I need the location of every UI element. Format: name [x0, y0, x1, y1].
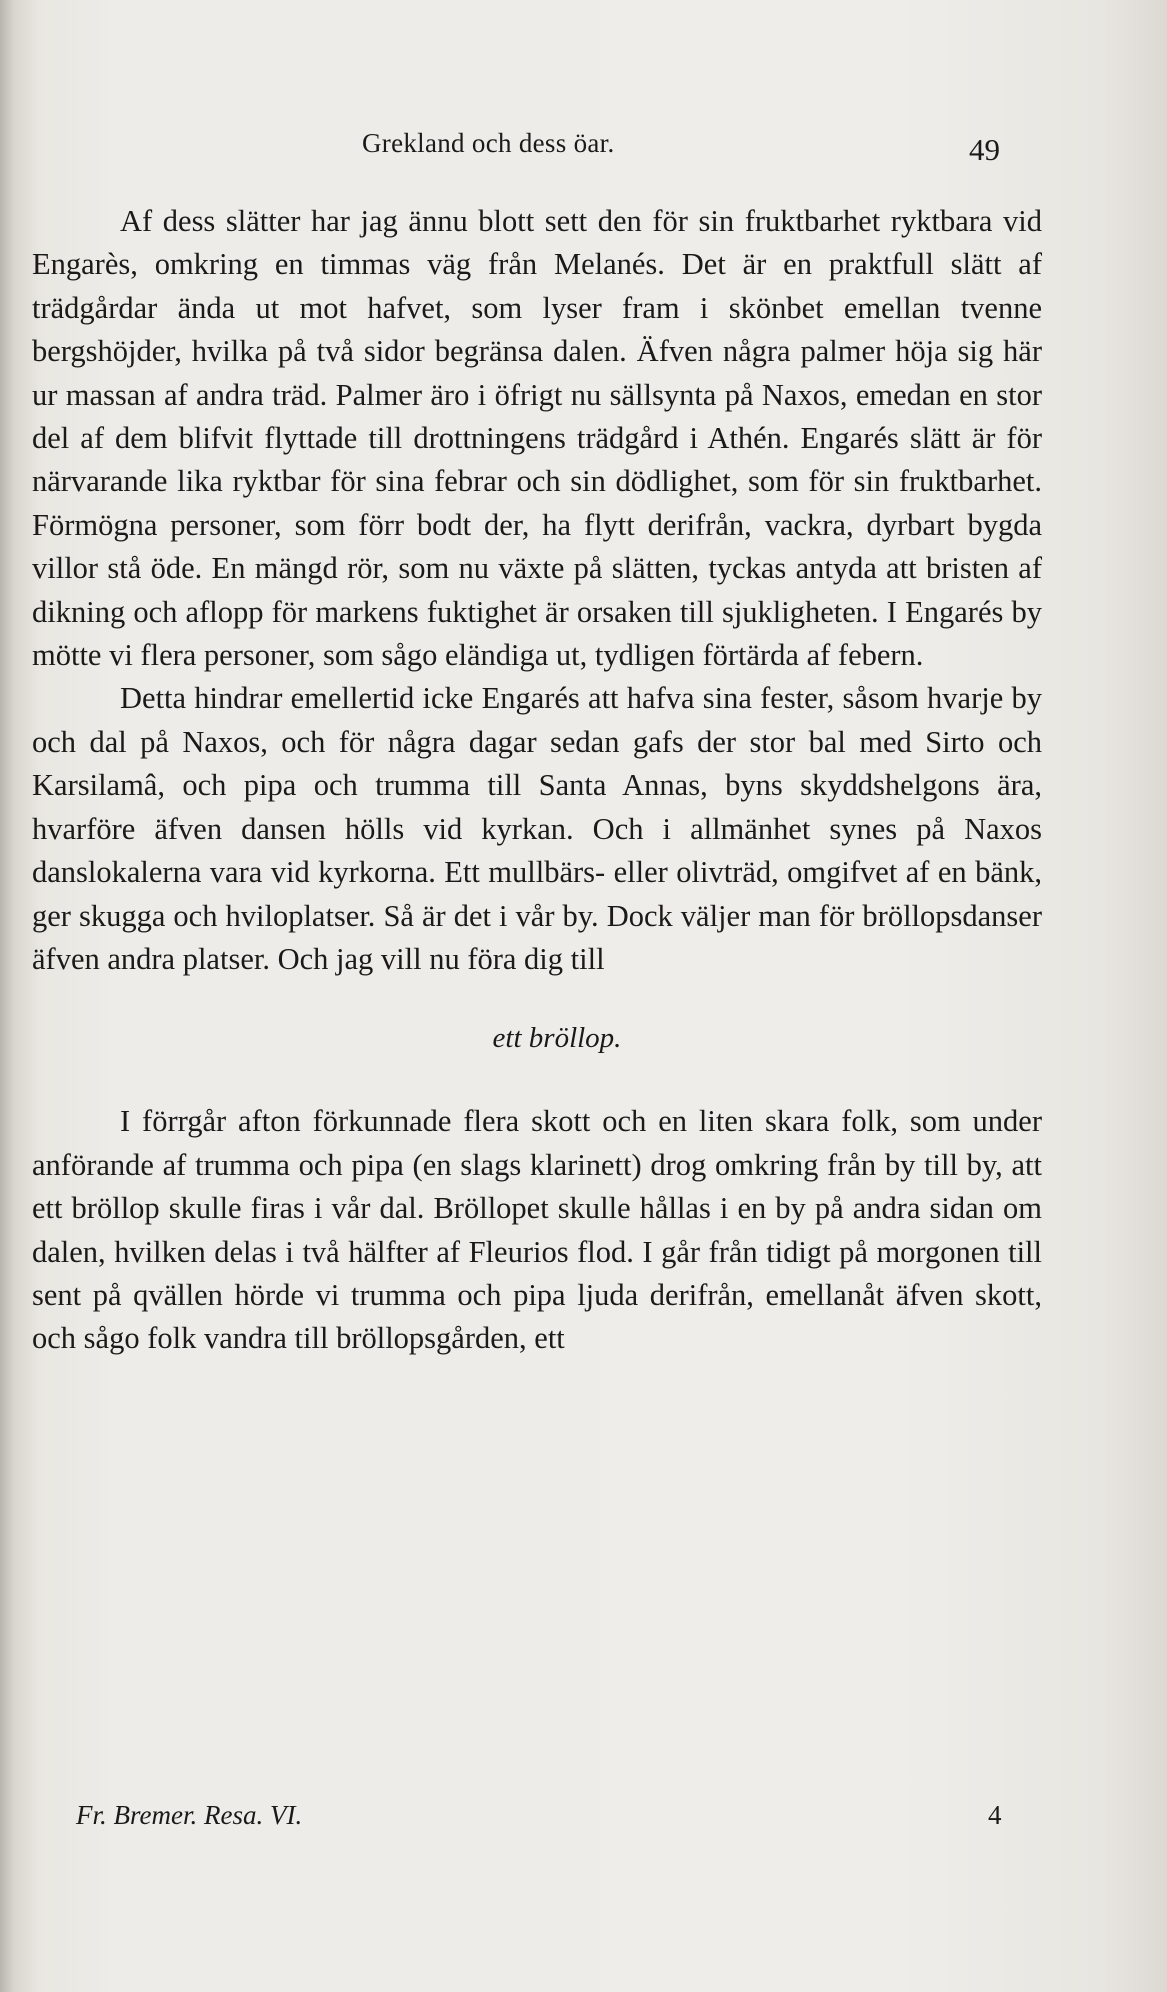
running-head: [0, 128, 1167, 168]
page-number: 49: [969, 132, 1000, 167]
paragraph-festivities: Detta hindrar emellertid icke Engarés att hafva sina fester, såsom hvarje by och dal på Naxos, och för några dagar sedan gafs der stor bal med Sirto och Karsilamâ, och pipa och trumma till Santa Annas, byns skyddshelgons ära, hvarföre äfven dansen hölls vid kyrkan. Och i allmänhet synes på Naxos danslokalerna vara vid kyrkorna. Ett mullbärs- eller olivträd, omgifvet af en bänk, ger skugga och hviloplatser. Så är det i vår by. Dock väljer man för bröllopsdanser äfven andra platser. Och jag vill nu föra dig till: [32, 681, 1042, 976]
body-text: [32, 200, 1042, 1361]
page-footer: [0, 1800, 1167, 1840]
running-title: Grekland och dess öar.: [362, 128, 615, 158]
footer-signature: Fr. Bremer. Resa. VI.: [76, 1800, 303, 1830]
paragraph-engares-plain: Af dess slätter har jag ännu blott sett den för sin fruktbarhet ryktbara vid Engarès, omkring en timmas väg från Melanés. Det är en praktfull slätt af trädgårdar ända ut mot hafvet, som lyser fram i skönbet emellan tvenne bergshöjder, hvilka på två sidor begränsa dalen. Äfven några palmer höja sig här ur massan af andra träd. Palmer äro i öfrigt nu sällsynta på Naxos, emedan en stor del af dem blifvit flyttade till drottningens trädgård i Athén. Engarés slätt är för närvarande lika ryktbar för sina febrar och sin dödlighet, som för sin fruktbarhet. Förmögna personer, som förr bodt der, ha flytt derifrån, vackra, dyrbart bygda villor stå öde. En mängd rör, som nu växte på slätten, tyckas antyda att bristen af dikning och aflopp för markens fuktighet är orsaken till sjukligheten. I Engarés by mötte vi flera personer, som sågo eländiga ut, tydligen förtärda af febern.: [32, 204, 1042, 673]
section-heading: ett bröllop.: [492, 1022, 622, 1055]
paragraph-wedding: I förrgår afton förkunnade flera skott och en liten skara folk, som under anförande af trumma och pipa (en slags klarinett) drog omkring från by till by, att ett bröllop skulle firas i vår dal. Bröllopet skulle hållas i en by på andra sidan om dalen, hvilken delas i två hälfter af Fleurios flod. I går från tidigt på morgonen till sent på qvällen hörde vi trumma och pipa ljuda derifrån, emellanåt äfven skott, och sågo folk vandra till bröllopsgården, ett: [32, 1104, 1042, 1356]
signature-mark: 4: [988, 1800, 1002, 1830]
